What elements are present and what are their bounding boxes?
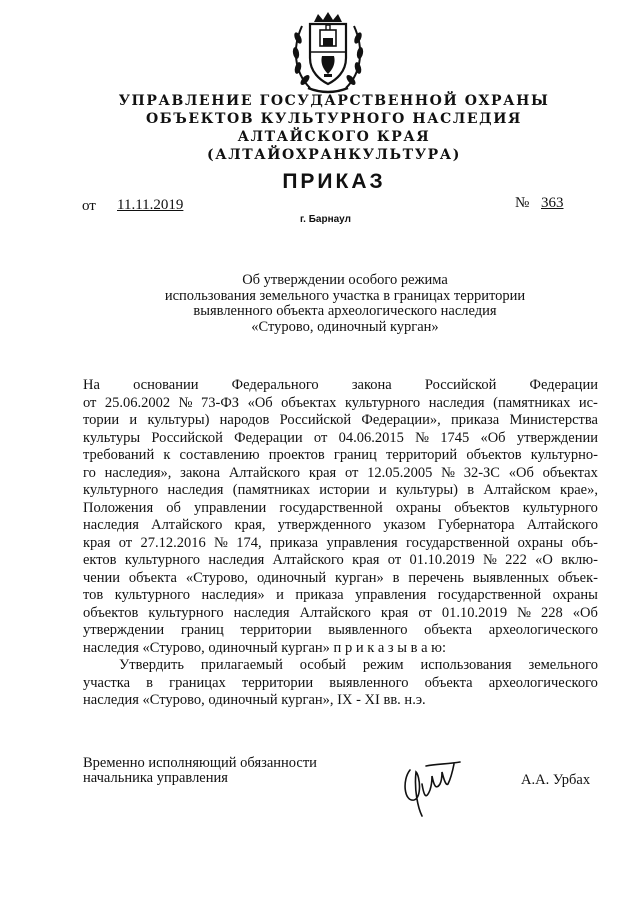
body-line: утверждении границ территории выявленного объекта археологического [83,622,598,638]
body-line: Утвердить прилагаемый особый режим использования земельного [119,657,598,673]
handwritten-signature [396,750,476,820]
document-title: ПРИКАЗ [282,170,386,193]
body-line: ектов культурного наследия Алтайского края от 01.10.2019 № 222 «О вклю- [83,552,598,568]
body-line: края от 27.12.2016 № 174, приказа управления государственной охраны объ- [83,534,598,551]
position-line: начальника управления [83,770,228,786]
signatory-position [83,756,317,786]
body-line: тов культурного наследия» и приказа управления государственной охраны [83,587,598,603]
coat-of-arms-icon [290,8,366,94]
organization-line: ОБЪЕКТОВ КУЛЬТУРНОГО НАСЛЕДИЯ [145,111,522,127]
body-text-segment: Российской [424,377,497,393]
body-line: участка в границах территории выявленного объекта археологического [83,674,598,691]
body-text-segment: наследия «Стурово, одиночный курган» п р и к а з ы в а ю: [83,639,447,656]
document-subject [0,273,640,335]
date-prefix: от [82,198,96,214]
position-line: Временно исполняющий обязанности [83,755,317,771]
body-line: Положения об управлении государственной охраны объектов культурного [83,499,598,516]
body-line: объектов культурного наследия Алтайского края от 01.10.2019 № 228 «Об [83,604,598,621]
body-line [83,692,598,710]
body-line: наследия Алтайского края, утвержденного указом Губернатора Алтайского [83,517,598,533]
organization-line: УПРАВЛЕНИЕ ГОСУДАРСТВЕННОЙ ОХРАНЫ [118,93,550,109]
body-line: го наследия», закона Алтайского края от 12.05.2005 № 32-ЗС «Об объектах [83,464,598,481]
body-line [83,640,598,658]
body-line [83,377,598,395]
subject-line: использования земельного участка в границах территории [164,287,526,304]
body-line: культуры Российской Федерации от 04.06.2015 № 1745 «Об утверждении [83,429,598,446]
number-prefix: № [515,195,530,211]
body-line: тории и культуры) народов Российской Федерации», приказа Министерства [83,412,598,428]
organization-line: (АЛТАЙОХРАНКУЛЬТУРА) [206,147,462,163]
subject-line: Об утверждении особого режима [242,272,448,288]
body-text-segment: наследия «Стурово, одиночный курган», IX - XI вв. н.э. [83,692,426,708]
body-line: требований к составлению проектов границ территорий объектов культурно- [83,447,598,463]
body-line: от 25.06.2002 № 73-ФЗ «Об объектах культурного наследия (памятниках ис- [83,394,598,411]
body-text-segment: На [83,377,100,393]
organization-name [0,92,640,164]
document-body [83,377,598,710]
city: г. Барнаул [300,214,351,225]
body-text-segment: Федерации [529,377,598,393]
body-line: чении объекта «Стурово, одиночный курган» в перечень выявленных объек- [83,569,598,586]
body-line: культурного наследия (памятниках истории и культуры) в Алтайском крае», [83,482,598,498]
subject-line: выявленного объекта археологического наследия [193,303,497,319]
document-number: 363 [541,195,564,211]
subject-line: «Стурово, одиночный курган» [251,318,439,335]
signer-name: А.А. Урбах [521,772,591,788]
body-text-segment: закона [351,377,392,393]
document-date: 11.11.2019 [117,197,184,213]
body-text-segment: основании [133,377,199,393]
body-text-segment: Федерального [231,377,319,393]
organization-line: АЛТАЙСКОГО КРАЯ [237,129,431,145]
